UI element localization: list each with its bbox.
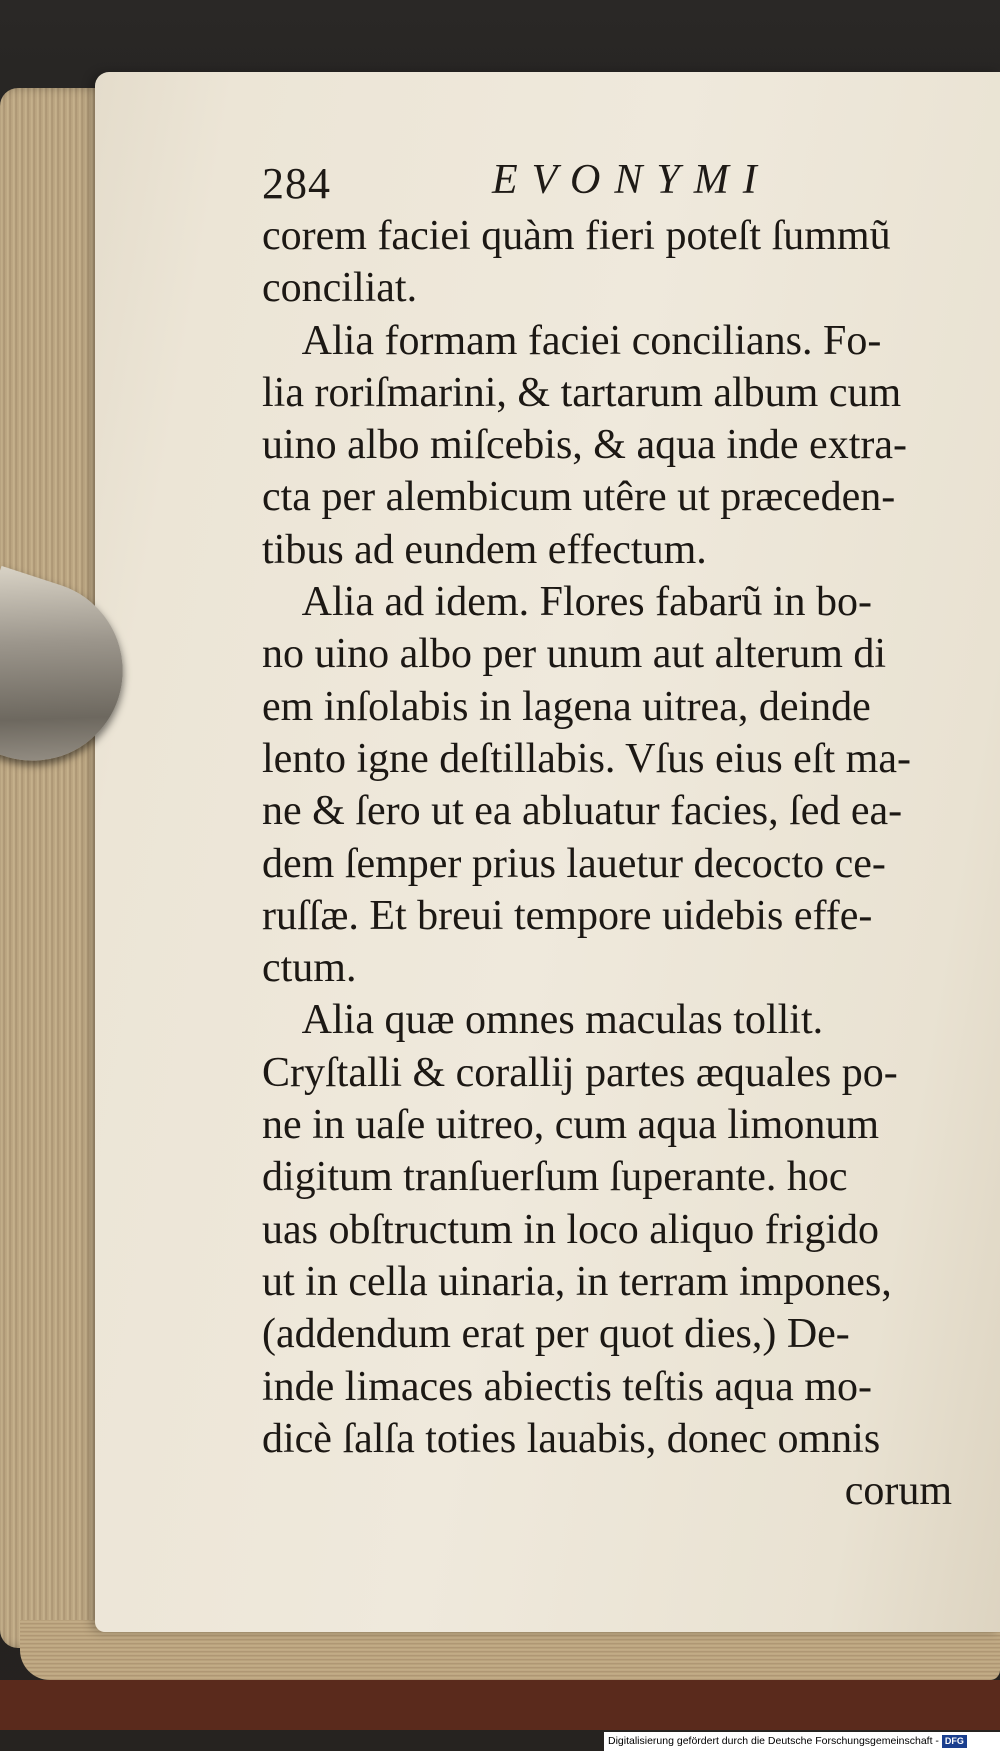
text-line: ruſſæ. Et breui tempore uidebis effe- — [262, 892, 873, 939]
text-line: digitum tranſuerſum ſuperante. hoc — [262, 1154, 848, 1201]
text-line: tibus ad eundem effectum. — [262, 526, 707, 573]
text-line: uino albo miſcebis, & aqua inde extra- — [262, 422, 907, 469]
book-page-edges — [0, 88, 110, 1648]
text-line: (addendum erat per quot dies,) De- — [262, 1311, 850, 1358]
body-text — [262, 210, 952, 1517]
dfg-logo: DFG — [942, 1735, 967, 1748]
text-line: inde limaces abiectis teſtis aqua mo- — [262, 1363, 872, 1410]
digitization-footer — [604, 1732, 1000, 1751]
page-number: 284 — [262, 159, 331, 208]
text-line: conciliat. — [262, 265, 418, 312]
text-line: Alia ad idem. Flores fabarũ in bo- — [262, 579, 873, 626]
text-line: ut in cella uinaria, in terram impones, — [262, 1258, 892, 1305]
catchword: corum — [844, 1468, 952, 1515]
text-line: lia roriſmarini, & tartarum album cum — [262, 369, 902, 416]
text-line: corem faciei quàm fieri poteſt ſummũ — [262, 213, 891, 259]
text-line: no uino albo per unum aut alterum di — [262, 631, 887, 678]
book-cover — [0, 1680, 1000, 1730]
text-line: dem ſemper prius lauetur decocto ce- — [262, 840, 886, 887]
page-header — [262, 150, 822, 210]
text-line: em inſolabis in lagena uitrea, deinde — [262, 683, 871, 730]
text-line: ctum. — [262, 945, 357, 992]
text-line: ne & ſero ut ea abluatur facies, ſed ea- — [262, 788, 903, 835]
text-line: Alia formam faciei concilians. Fo- — [262, 317, 882, 364]
text-line: Alia quæ omnes maculas tollit. — [262, 997, 824, 1044]
footer-text: Digitalisierung gefördert durch die Deutsche Forschungsgemeinschaft - — [608, 1735, 939, 1747]
text-line: uas obſtructum in loco aliquo frigido — [262, 1206, 880, 1253]
text-line: lento igne deſtillabis. Vſus eius eſt ma- — [262, 735, 911, 782]
running-head: EVONYMI — [492, 157, 771, 203]
text-line: cta per alembicum utêre ut præceden- — [262, 474, 896, 521]
text-line: Cryſtalli & corallij partes æquales po- — [262, 1049, 898, 1096]
text-line: ne in uaſe uitreo, cum aqua limonum — [262, 1102, 879, 1149]
text-line: dicè ſalſa toties lauabis, donec omnis — [262, 1415, 881, 1462]
